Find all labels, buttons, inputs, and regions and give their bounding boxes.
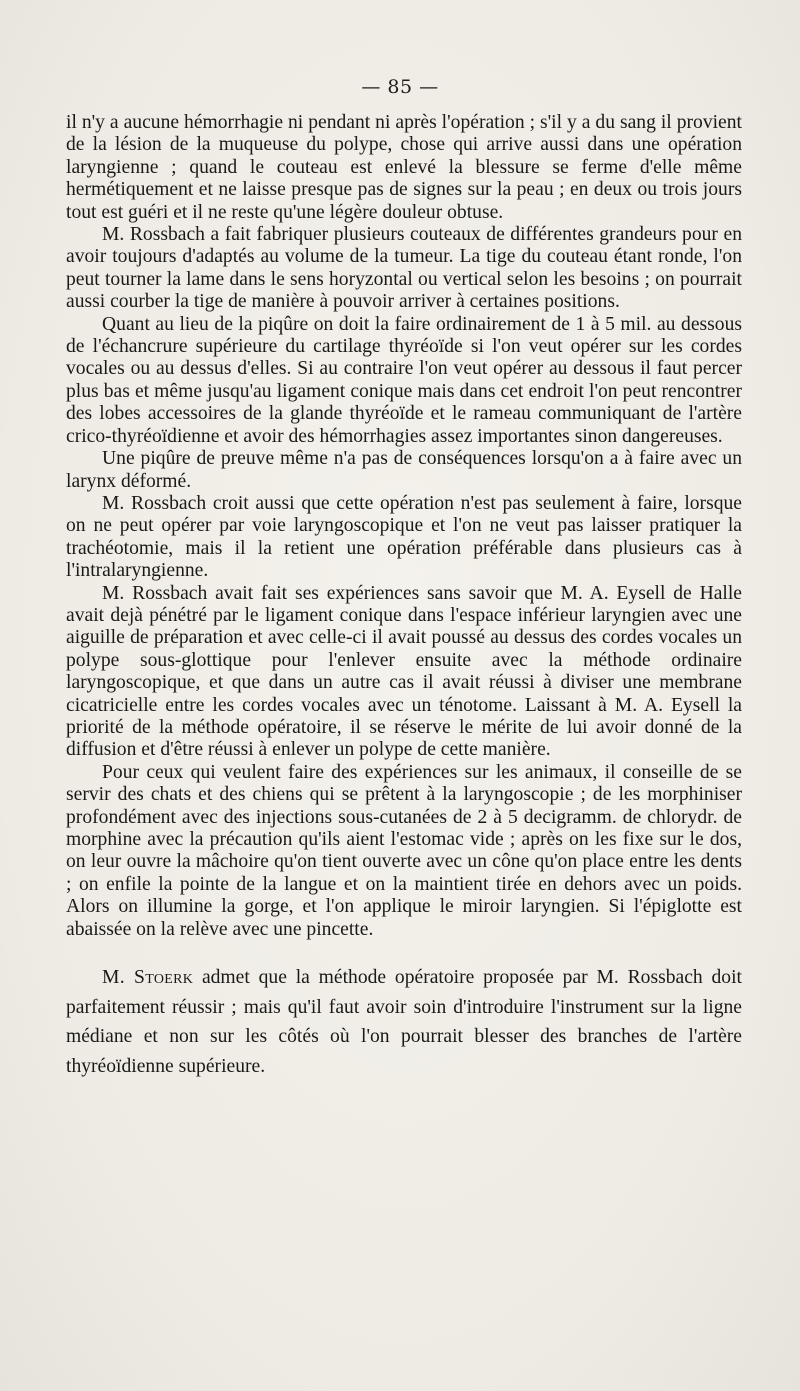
paragraph-stoerk-text: admet que la méthode opératoire proposée par M. Rossbach doit parfaitement réussir ; mais qu'il faut avoir soin d'introduire l'instrument sur la ligne médiane et non sur les côtés où l'on pourrait blesser des branches de l'artère thyréoïdienne supérieure. [66,967,742,1077]
speaker-name: M. Stoerk [102,967,194,989]
body-text [66,112,742,1081]
paragraph-puncture-site: Quant au lieu de la piqûre on doit la faire ordinairement de 1 à 5 mil. au dessous de l'échancrure supérieure du cartilage thyréoïde si l'on veut opérer sur les cordes vocales ou au dessus d'elles. Si au contraire l'on veut opérer au dessous il faut percer plus bas et même jusqu'au ligament conique mais dans cet endroit l'on peut rencontrer des lobes accessoires de la glande thyréoïde et le rameau communiquant de l'artère crico-thyréoïdienne et avoir des hémorrhagies assez importantes sinon dangereuses. [66,313,742,447]
page-number: — 85 — [361,76,439,98]
paragraph-animal-experiments: Pour ceux qui veulent faire des expériences sur les animaux, il conseille de se servir des chats et des chiens qui se prêtent à la laryngoscopie ; de les morphiniser profondément avec des injections sous-cutanées de 2 à 5 decigramm. de chlorydr. de morphine avec la précaution qu'ils aient l'estomac vide ; après on les fixe sur le dos, on leur ouvre la mâchoire qu'on tient ouverte avec un cône qu'on place entre les dents ; on enfile la pointe de la langue et on la maintient tirée en dehors avec un poids. Alors on illumine la gorge, et l'on applique le miroir laryngien. Si l'épiglotte est abaissée on la relève avec une pincette. [66,761,742,940]
paragraph-stoerk [66,963,742,1081]
paragraph-rossbach-knives: M. Rossbach a fait fabriquer plusieurs couteaux de différentes grandeurs pour en avoir toujours d'adaptés au volume de la tumeur. La tige du couteau étant ronde, l'on peut tourner la lame dans le sens horyzontal ou vertical selon les besoins ; on pourrait aussi courber la tige de manière à pouvoir arriver à certaines positions. [66,224,742,313]
paragraph-eysell-priority: M. Rossbach avait fait ses expériences sans savoir que M. A. Eysell de Halle avait dejà pénétré par le ligament conique dans l'espace inférieur laryngien avec une aiguille de préparation et avec celle-ci il avait poussé au dessus des cordes vocales un polype sous-glottique pour l'enlever ensuite avec la méthode ordinaire laryngoscopique, et que dans un autre cas il avait réussi à diviser une membrane cicatricielle entre les cordes vocales avec un ténotome. Laissant à M. A. Eysell la priorité de la méthode opératoire, il se réserve le mérite de lui avoir donné de la diffusion et d'être réussi à enlever un polype de cette manière. [66,582,742,761]
paragraph-continuation: il n'y a aucune hémorrhagie ni pendant ni après l'opération ; s'il y a du sang il provient de la lésion de la muqueuse du polype, chose qui arrive aussi dans une opération laryngienne ; quand le couteau est enlevé la blessure se ferme d'elle même hermétiquement et ne laisse presque pas de signes sur la peau ; en deux ou trois jours tout est guéri et il ne reste qu'une légère douleur obtuse. [66,112,742,223]
paragraph-test-puncture: Une piqûre de preuve même n'a pas de conséquences lorsqu'on a à faire avec un larynx déformé. [66,448,742,492]
paragraph-rossbach-opinion: M. Rossbach croit aussi que cette opération n'est pas seulement à faire, lorsque on ne peut opérer par voie laryngoscopique et l'on ne veut pas laisser pratiquer la trachéotomie, mais il la retient une opération préférable dans plusieurs cas à l'intralaryngienne. [66,492,742,582]
